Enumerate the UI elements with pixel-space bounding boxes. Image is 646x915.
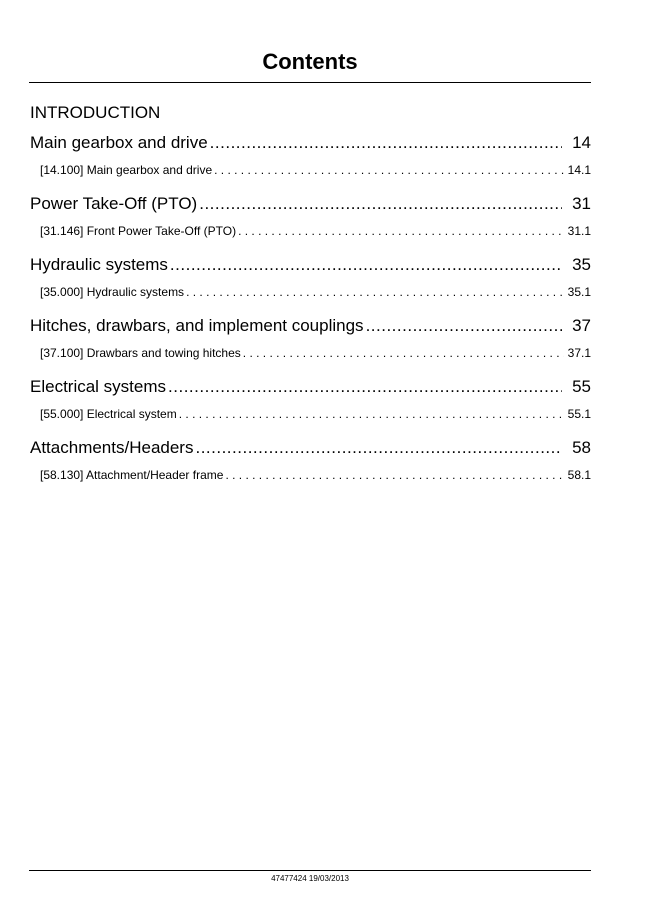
toc-chapter-entry[interactable]	[29, 314, 591, 338]
toc-chapter-entry[interactable]	[29, 192, 591, 216]
subentry-page-number: 58.1	[567, 468, 591, 482]
chapter-title: Electrical systems	[30, 377, 167, 396]
chapter-page-number: 58	[572, 438, 591, 457]
dot-leader	[170, 253, 562, 277]
page-title: Contents	[262, 49, 358, 74]
dot-leader	[199, 192, 562, 216]
toc-section	[29, 314, 591, 375]
subentry-title: [14.100] Main gearbox and drive	[40, 163, 213, 177]
dot-leader	[195, 436, 562, 460]
toc-chapter-entry[interactable]	[29, 436, 591, 460]
chapter-title: Main gearbox and drive	[30, 133, 208, 152]
chapter-title: Hydraulic systems	[30, 255, 168, 274]
chapter-page-number: 31	[572, 194, 591, 213]
subentry-page-number: 37.1	[567, 346, 591, 360]
dot-leader	[179, 406, 564, 422]
subentry-title: [58.130] Attachment/Header frame	[40, 468, 224, 482]
dot-leader	[210, 131, 562, 155]
dot-leader	[186, 284, 564, 300]
dot-leader	[243, 345, 564, 361]
toc-chapter-entry[interactable]	[29, 253, 591, 277]
toc-subentry[interactable]	[29, 406, 591, 422]
toc-subentry[interactable]	[29, 467, 591, 483]
toc-section	[29, 131, 591, 192]
title-divider	[29, 82, 591, 83]
subentry-page-number: 31.1	[567, 224, 591, 238]
toc-chapter-entry[interactable]	[29, 375, 591, 399]
subentry-title: [37.100] Drawbars and towing hitches	[40, 346, 241, 360]
chapter-page-number: 35	[572, 255, 591, 274]
document-footer: 47477424 19/03/2013	[271, 874, 349, 883]
dot-leader	[366, 314, 563, 338]
toc-chapter-entry[interactable]	[29, 131, 591, 155]
toc-subentry[interactable]	[29, 223, 591, 239]
chapter-page-number: 14	[572, 133, 591, 152]
toc-section	[29, 375, 591, 436]
toc-subentry[interactable]	[29, 162, 591, 178]
chapter-title: Hitches, drawbars, and implement couplings	[30, 316, 364, 335]
subentry-page-number: 14.1	[567, 163, 591, 177]
dot-leader	[214, 162, 564, 178]
chapter-page-number: 37	[572, 316, 591, 335]
toc-subentry[interactable]	[29, 284, 591, 300]
toc-section	[29, 192, 591, 253]
footer-divider	[29, 870, 591, 871]
subentry-page-number: 55.1	[567, 407, 591, 421]
chapter-title: Attachments/Headers	[30, 438, 194, 457]
subentry-title: [35.000] Hydraulic systems	[40, 285, 185, 299]
toc-section	[29, 436, 591, 483]
toc-subentry[interactable]	[29, 345, 591, 361]
dot-leader	[238, 223, 564, 239]
chapter-title: Power Take-Off (PTO)	[30, 194, 198, 213]
chapter-page-number: 55	[572, 377, 591, 396]
toc-section	[29, 253, 591, 314]
dot-leader	[168, 375, 562, 399]
subentry-title: [31.146] Front Power Take-Off (PTO)	[40, 224, 237, 238]
table-of-contents	[29, 131, 591, 483]
subentry-page-number: 35.1	[567, 285, 591, 299]
dot-leader	[225, 467, 563, 483]
toc-introduction[interactable]: INTRODUCTION	[30, 103, 161, 122]
subentry-title: [55.000] Electrical system	[40, 407, 177, 421]
